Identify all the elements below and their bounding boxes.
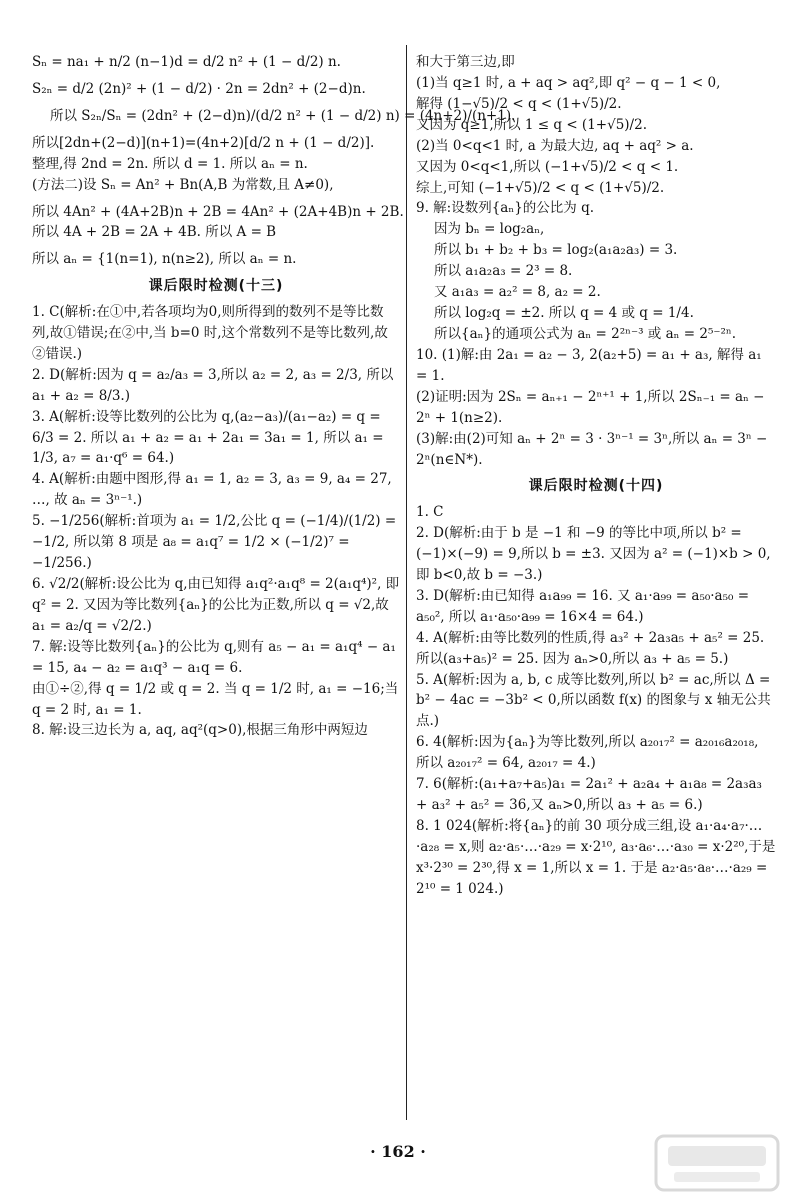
- text-line: 又因为 0<q<1,所以 (−1+√5)/2 < q < 1.: [416, 158, 679, 175]
- answer-item: 2. D(解析:由于 b 是 −1 和 −9 的等比中项,所以 b² = (−1)×(−9) = 9,所以 b = ±3. 又因为 a² = (−1)×b > 0,即 b<0,故 b = −3.): [416, 525, 771, 583]
- text-line: (1)当 q≥1 时, a + aq > aq²,即 q² − q − 1 < 0,: [416, 74, 721, 91]
- text-line: (3)解:由(2)可知 aₙ + 2ⁿ = 3 · 3ⁿ⁻¹ = 3ⁿ,所以 aₙ = 3ⁿ − 2ⁿ(n∈N*).: [416, 430, 768, 468]
- answer-item: 3. A(解析:设等比数列的公比为 q,(a₂−a₃)/(a₁−a₂) = q = 6/3 = 2. 所以 a₁ + a₂ = a₁ + 2a₁ = 3a₁ = 1, 所以 a₁ = 1/3, a₇ = a₁·q⁶ = 64.): [32, 408, 384, 467]
- answer-item: 8. 1 024(解析:将{aₙ}的前 30 项分成三组,设 a₁·a₄·a₇·…·a₂₈ = x,则 a₂·a₅·…·a₂₉ = x·2¹⁰, a₃·a₆·…·a₃₀ = x·2²⁰,于是 x³·2³⁰ = 2³⁰,得 x = 1,所以 x = 1. 于是 a₂·a₅·a₈·…·a₂₉ = 2¹⁰ = 1 024.): [416, 817, 776, 897]
- text-line: 解得 (1−√5)/2 < q < (1+√5)/2.: [416, 95, 622, 112]
- answer-item: 7. 解:设等比数列{aₙ}的公比为 q,则有 a₅ − a₁ = a₁q⁴ − a₁ = 15, a₄ − a₂ = a₁q³ − a₁q = 6.: [32, 638, 396, 676]
- answer-item: 3. D(解析:由已知得 a₁a₉₉ = 16. 又 a₁·a₉₉ = a₅₀·a₅₀ = a₅₀², 所以 a₁·a₅₀·a₉₉ = 16×4 = 64.): [416, 587, 750, 625]
- text-line: 所以 S₂ₙ/Sₙ = (2dn² + (2−d)n)/(d/2 n² + (1 − d/2) n) = (4n+2)/(n+1).: [50, 107, 516, 124]
- answer-item: 7. 6(解析:(a₁+a₇+a₅)a₁ = 2a₁² + a₂a₄ + a₁a₈ = 2a₃a₃ + a₃² + a₅² = 36,又 aₙ>0,所以 a₃ + a₅ = 6.): [416, 776, 762, 814]
- text-line: 所以[2dn+(2−d)](n+1)=(4n+2)[d/2 n + (1 − d/2)].: [32, 134, 375, 151]
- text-line: 又 a₁a₃ = a₂² = 8, a₂ = 2.: [434, 284, 601, 301]
- watermark-logo: [652, 1132, 782, 1194]
- text-line: 因为 bₙ = log₂aₙ,: [434, 221, 545, 238]
- text-line: 所以 4A + 2B = 2A + 4B. 所以 A = B: [32, 224, 277, 241]
- text-line: (方法二)设 Sₙ = An² + Bn(A,B 为常数,且 A≠0),: [32, 176, 334, 193]
- answer-item: 5. A(解析:因为 a, b, c 成等比数列,所以 b² = ac,所以 Δ = b² − 4ac = −3b² < 0,所以函数 f(x) 的图象与 x 轴无公共点.): [416, 671, 771, 730]
- text-line: 和大于第三边,即: [416, 54, 515, 70]
- text-line: 所以 b₁ + b₂ + b₃ = log₂(a₁a₂a₃) = 3.: [434, 242, 678, 259]
- text-line: 整理,得 2nd = 2n. 所以 d = 1. 所以 aₙ = n.: [32, 155, 308, 172]
- text-line: 综上,可知 (−1+√5)/2 < q < (1+√5)/2.: [416, 179, 665, 196]
- answer-item: 6. √2/2(解析:设公比为 q,由已知得 a₁q²·a₁q⁸ = 2(a₁q⁴)², 即 q² = 2. 又因为等比数列{aₙ}的公比为正数,所以 q = √2,故 a₁ = a₂/q = √2/2.): [32, 575, 400, 634]
- text-line: 所以 a₁a₂a₃ = 2³ = 8.: [434, 263, 573, 280]
- answer-item: 5. −1/256(解析:首项为 a₁ = 1/2,公比 q = (−1/4)/(1/2) = −1/2, 所以第 8 项是 a₈ = a₁q⁷ = 1/2 × (−1/2)⁷ = −1/256.): [32, 513, 397, 572]
- page-number: · 162 ·: [370, 1142, 426, 1161]
- answer-item: 1. C(解析:在①中,若各项均为0,则所得到的数列不是等比数列,故①错误;在②中,当 b=0 时,这个常数列不是等比数列,故②错误.): [32, 303, 388, 362]
- text-line: 所以{aₙ}的通项公式为 aₙ = 2²ⁿ⁻³ 或 aₙ = 2⁵⁻²ⁿ.: [434, 325, 737, 342]
- answer-item: 8. 解:设三边长为 a, aq, aq²(q>0),根据三角形中两短边: [32, 722, 368, 739]
- text-line: 10. (1)解:由 2a₁ = a₂ − 3, 2(a₂+5) = a₁ + a₃, 解得 a₁ = 1.: [416, 346, 762, 384]
- answer-item: 4. A(解析:由题中图形,得 a₁ = 1, a₂ = 3, a₃ = 9, a₄ = 27, …, 故 aₙ = 3ⁿ⁻¹.): [32, 471, 392, 509]
- answer-item: 6. 4(解析:因为{aₙ}为等比数列,所以 a₂₀₁₇² = a₂₀₁₆a₂₀₁₈, 所以 a₂₀₁₇² = 64, a₂₀₁₇ = 4.): [416, 734, 759, 772]
- text-line: 所以 log₂q = ±2. 所以 q = 4 或 q = 1/4.: [434, 305, 694, 322]
- text-line: Sₙ = na₁ + n/2 (n−1)d = d/2 n² + (1 − d/2) n.: [32, 54, 341, 70]
- text-line: (2)证明:因为 2Sₙ = aₙ₊₁ − 2ⁿ⁺¹ + 1,所以 2Sₙ₋₁ = aₙ − 2ⁿ + 1(n≥2).: [416, 388, 765, 426]
- section-heading: 课后限时检测(十三): [148, 278, 284, 295]
- text-line: 所以 aₙ = {1(n=1), n(n≥2), 所以 aₙ = n.: [32, 251, 297, 268]
- text-line: 9. 解:设数列{aₙ}的公比为 q.: [416, 200, 595, 217]
- right-column: [416, 52, 776, 1120]
- text-line: 又因为 q≥1,所以 1 ≤ q < (1+√5)/2.: [416, 116, 647, 133]
- answer-item: 1. C: [416, 504, 444, 521]
- text-line: S₂ₙ = d/2 (2n)² + (1 − d/2) · 2n = 2dn² + (2−d)n.: [32, 80, 366, 97]
- answer-item: 由①÷②,得 q = 1/2 或 q = 2. 当 q = 1/2 时, a₁ = −16;当 q = 2 时, a₁ = 1.: [32, 680, 399, 718]
- column-divider: [406, 45, 407, 1120]
- answer-item: 4. A(解析:由等比数列的性质,得 a₃² + 2a₃a₅ + a₅² = 25. 所以(a₃+a₅)² = 25. 因为 aₙ>0,所以 a₃ + a₅ = 5.): [416, 629, 765, 667]
- answer-item: 2. D(解析:因为 q = a₂/a₃ = 3,所以 a₂ = 2, a₃ = 2/3, 所以 a₁ + a₂ = 8/3.): [32, 366, 394, 404]
- text-line: (2)当 0<q<1 时, a 为最大边, aq + aq² > a.: [416, 137, 694, 154]
- text-line: 所以 4An² + (4A+2B)n + 2B = 4An² + (2A+4B)n + 2B.: [32, 203, 404, 220]
- section-heading: 课后限时检测(十四): [528, 478, 664, 495]
